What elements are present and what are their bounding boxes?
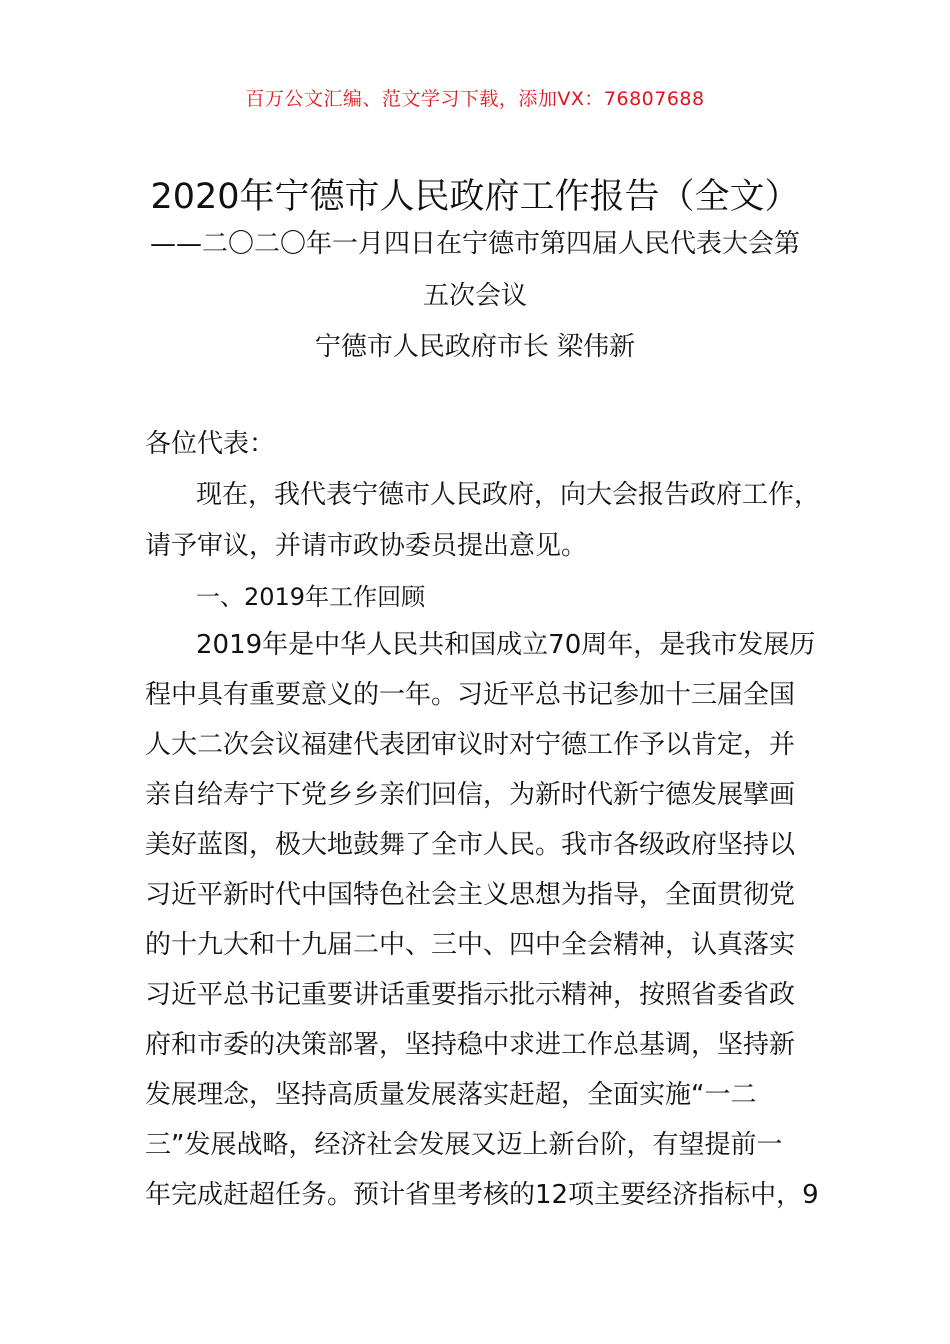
body-line: 人大二次会议福建代表团审议时对宁德工作予以肯定，并 [145,730,796,760]
body-line: 美好蓝图，极大地鼓舞了全市人民。我市各级政府坚持以 [145,830,796,860]
body-line: 亲自给寿宁下党乡乡亲们回信，为新时代新宁德发展擘画 [145,780,796,810]
subtitle-line: 五次会议 [422,281,527,311]
body-line: 三”发展战略，经济社会发展又迈上新台阶，有望提前一 [145,1130,783,1160]
promo-banner: 百万公文汇编、范文学习下载，添加VX：76807688 [245,88,705,110]
author-line: 宁德市人民政府市长 梁伟新 [314,332,636,362]
body-line: 2019年是中华人民共和国成立70周年，是我市发展历 [196,630,816,660]
body-line: 习近平新时代中国特色社会主义思想为指导，全面贯彻党 [145,880,796,910]
subtitle-line: ——二〇二〇年一月四日在宁德市第四届人民代表大会第 [150,229,801,259]
body-line: 年完成赶超任务。预计省里考核的12项主要经济指标中，9 [145,1180,819,1210]
document-title: 2020年宁德市人民政府工作报告（全文） [150,177,800,217]
body-line: 府和市委的决策部署，坚持稳中求进工作总基调，坚持新 [145,1030,796,1060]
intro-paragraph-line: 请予审议，并请市政协委员提出意见。 [145,531,588,561]
body-paragraph [145,628,819,1228]
salutation: 各位代表： [145,429,276,459]
body-line: 习近平总书记重要讲话重要指示批示精神，按照省委省政 [145,980,796,1010]
intro-paragraph-line: 现在，我代表宁德市人民政府，向大会报告政府工作， [196,480,821,510]
body-line: 的十九大和十九届二中、三中、四中全会精神，认真落实 [145,930,796,960]
body-line: 程中具有重要意义的一年。习近平总书记参加十三届全国 [145,680,796,710]
body-line: 发展理念，坚持高质量发展落实赶超，全面实施“一二 [145,1080,757,1110]
section-heading: 一、2019年工作回顾 [196,583,426,611]
